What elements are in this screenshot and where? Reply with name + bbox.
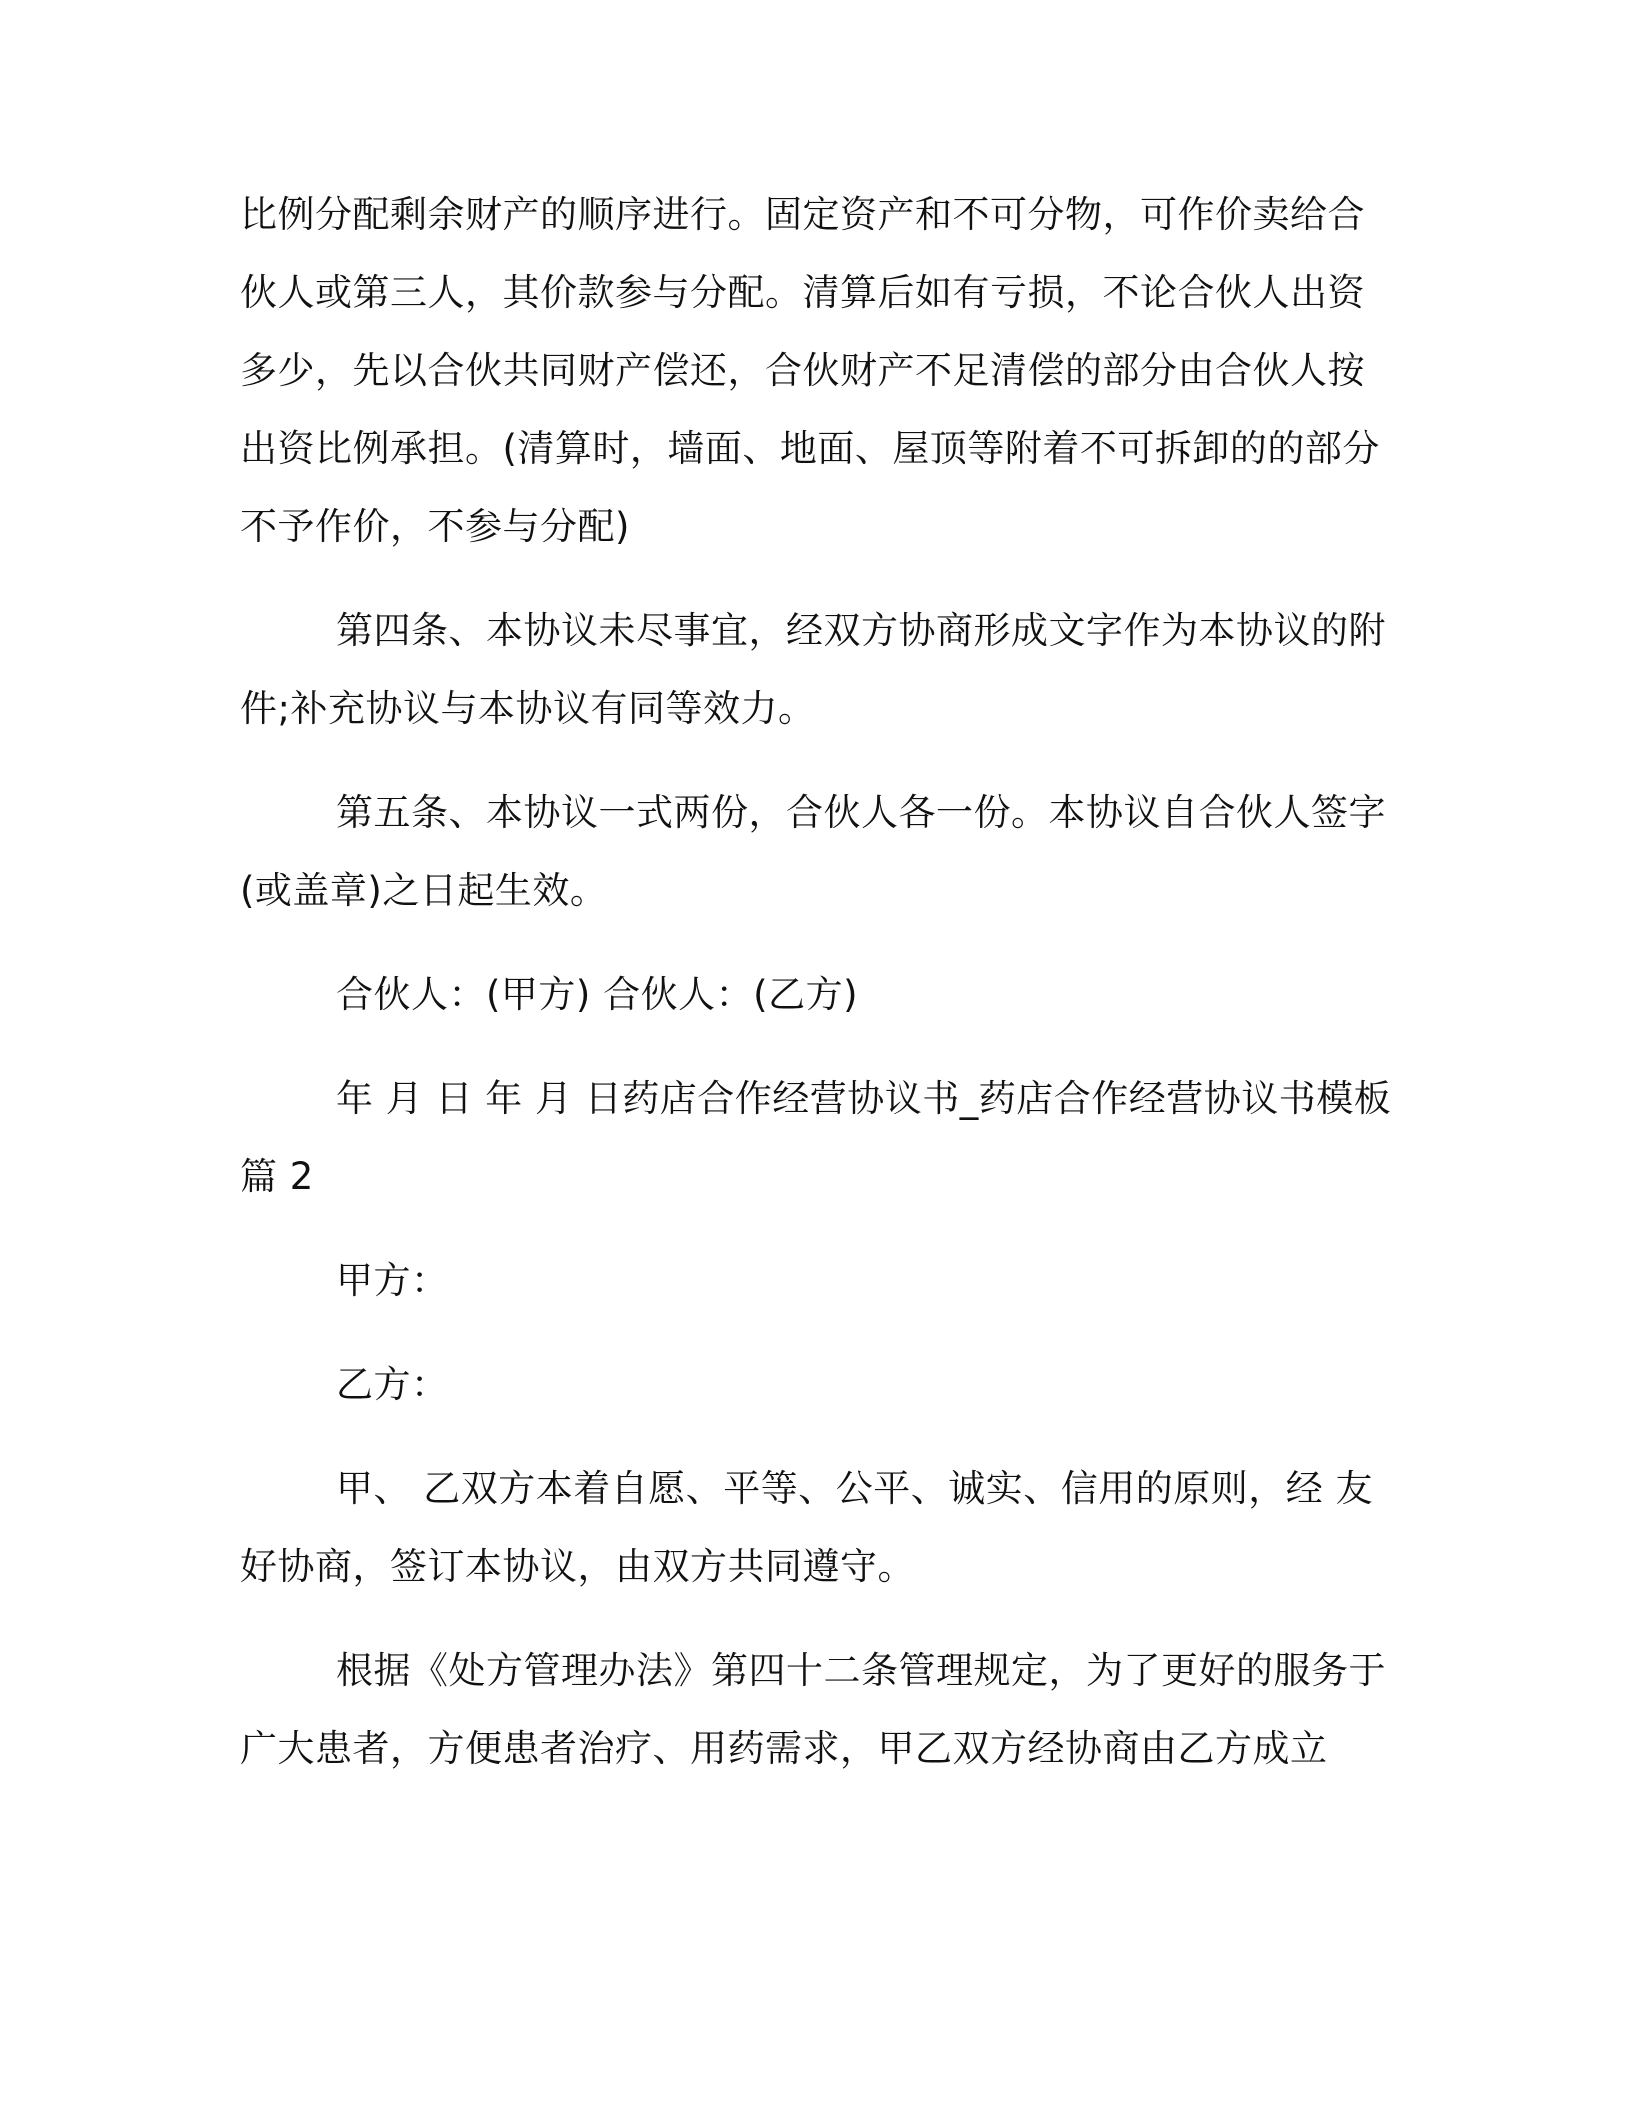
party-a-label: 甲方： — [336, 1259, 449, 1302]
paragraph-line: 不予作价，不参与分配) — [240, 505, 630, 548]
article-4-line: 件;补充协议与本协议有同等效力。 — [240, 687, 816, 730]
paragraph-line: 多少，先以合伙共同财产偿还，合伙财产不足清偿的部分由合伙人按 — [240, 349, 1365, 392]
section-number: 篇 2 — [240, 1155, 314, 1198]
basis-line: 广大患者，方便患者治疗、用药需求，甲乙双方经协商由乙方成立 — [240, 1727, 1328, 1770]
basis-line: 根据《处方管理办法》第四十二条管理规定，为了更好的服务于 — [336, 1649, 1386, 1692]
principle-line: 甲、 乙双方本着自愿、平等、公平、诚实、信用的原则，经 友 — [336, 1467, 1374, 1510]
date-title-line: 年 月 日 年 月 日药店合作经营协议书_药店合作经营协议书模板 — [336, 1077, 1392, 1120]
article-5-line: (或盖章)之日起生效。 — [240, 869, 608, 912]
principle-line: 好协商，签订本协议，由双方共同遵守。 — [240, 1545, 915, 1588]
party-b-label: 乙方： — [336, 1363, 449, 1406]
paragraph-line: 伙人或第三人，其价款参与分配。清算后如有亏损，不论合伙人出资 — [240, 271, 1365, 314]
article-4-line: 第四条、本协议未尽事宜，经双方协商形成文字作为本协议的附 — [336, 609, 1386, 652]
paragraph-line: 出资比例承担。(清算时，墙面、地面、屋顶等附着不可拆卸的的部分 — [240, 427, 1380, 470]
paragraph-line: 比例分配剩余财产的顺序进行。固定资产和不可分物，可作价卖给合 — [240, 193, 1365, 236]
article-5-line: 第五条、本协议一式两份，合伙人各一份。本协议自合伙人签字 — [336, 791, 1386, 834]
signature-line: 合伙人：(甲方) 合伙人：(乙方) — [336, 973, 859, 1016]
